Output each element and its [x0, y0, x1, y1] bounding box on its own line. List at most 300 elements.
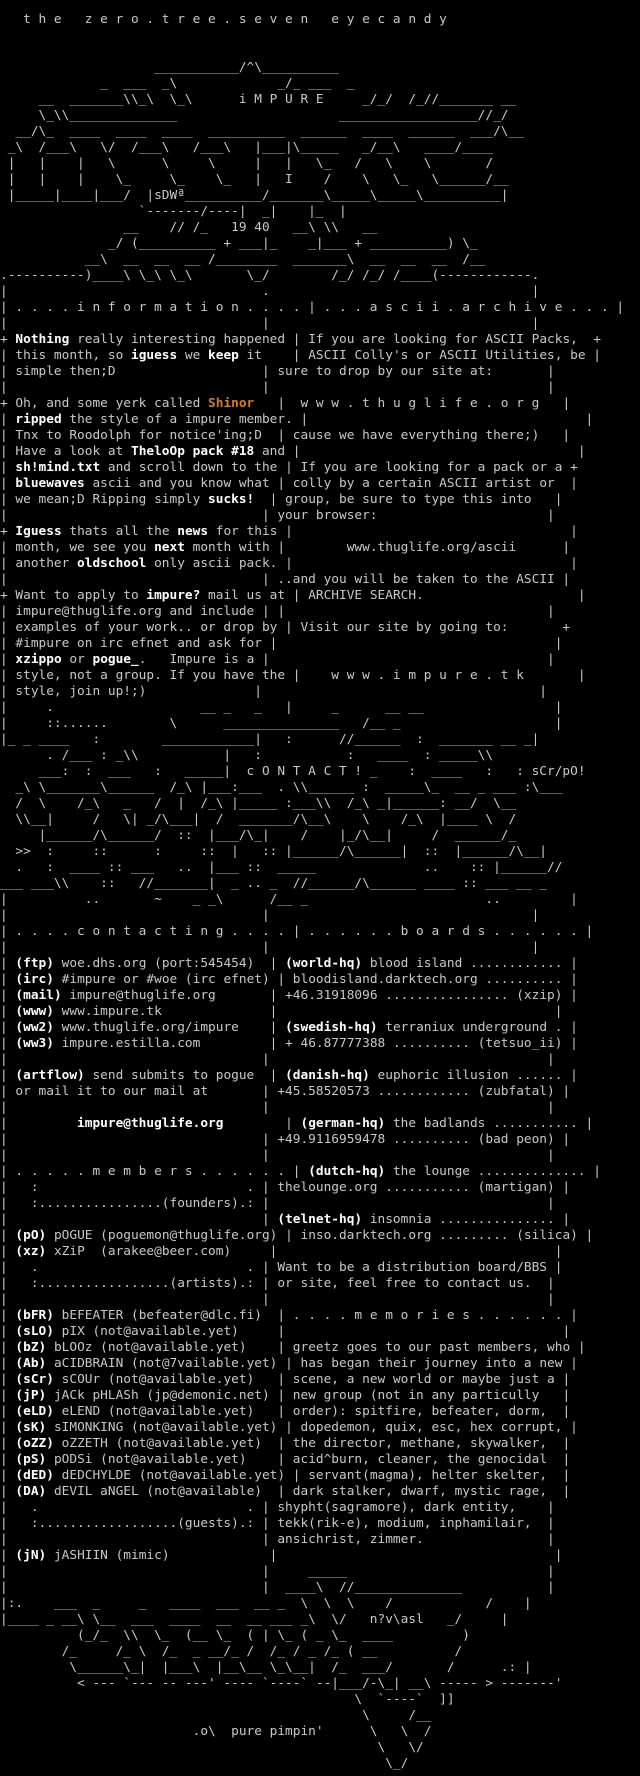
text-segment: | |	[0, 1212, 278, 1227]
text-segment: | | +49.9116959478 .......... (bad peon) |	[0, 1132, 571, 1147]
bold-text: (Ab)	[15, 1356, 47, 1371]
bold-text: (ftp)	[15, 956, 54, 971]
art-line	[0, 572, 640, 588]
art-line	[0, 156, 640, 172]
text-segment: | . . . . . m e m b e r s . . . . . . |	[0, 1164, 309, 1179]
text-segment: the lounge .............. |	[385, 1164, 601, 1179]
text-segment: |	[223, 1116, 301, 1131]
text-segment: or	[61, 652, 93, 667]
text-segment: \______\_| |___\ |__\__ \_\__| /_ ___/ / .: |	[0, 1660, 532, 1675]
text-segment: only ascii pack. | |	[146, 556, 578, 571]
text-segment: send submits to pogue |	[84, 1068, 286, 1083]
text-segment: sIMONKING (not@available.yet) | dopedemon, quix, esc, hex corrupt, |	[46, 1420, 578, 1435]
text-segment: terraniux underground . |	[377, 1020, 578, 1035]
text-segment: | | ..and you will be taken to the ASCII |	[0, 572, 571, 587]
art-line	[0, 1052, 640, 1068]
text-segment: |	[0, 1340, 16, 1355]
text-segment: |____ _ __\ \__ ___ ____ __ __ ___ _\ \/ n?v\asl _/ |	[0, 1612, 509, 1627]
text-segment: oZZETH (not@available.yet) | the director, methane, skywalker, |	[53, 1436, 571, 1451]
text-segment: pODSi (not@available.yet) | acid^burn, cleaner, the genocidal |	[46, 1452, 571, 1467]
art-line	[0, 1660, 640, 1676]
bold-text: (irc)	[15, 972, 54, 987]
art-line	[0, 220, 640, 236]
text-segment: | | |	[0, 1052, 555, 1067]
art-line	[0, 1004, 640, 1020]
text-segment: pIX (not@available.yet) | |	[53, 1324, 571, 1339]
art-line	[0, 972, 640, 988]
bold-text: xzippo	[15, 652, 62, 667]
text-segment: . /___ : _\\ | : : ____ : _____\\	[0, 748, 494, 763]
text-segment: \ `----` ]]	[0, 1692, 455, 1707]
bold-text: (DA)	[15, 1484, 47, 1499]
text-segment: | | |	[0, 940, 540, 955]
art-line	[0, 12, 640, 28]
art-line	[0, 1388, 640, 1404]
art-line	[0, 556, 640, 572]
text-segment: t h e z e r o . t r e e . s e v e n e y e c a n d y	[0, 12, 447, 27]
art-line	[0, 1644, 640, 1660]
art-line	[0, 1532, 640, 1548]
art-line	[0, 1212, 640, 1228]
text-segment: sCOUr (not@available.yet) | scene, a new world or maybe just a |	[53, 1372, 571, 1387]
text-segment: #impure or #woe (irc efnet) | bloodisland.darktech.org .......... |	[53, 972, 578, 987]
art-line	[0, 460, 640, 476]
bold-text: (artflow)	[15, 1068, 85, 1083]
art-line	[0, 812, 640, 828]
bold-text: impure?	[146, 588, 201, 603]
text-segment: |	[0, 1404, 16, 1419]
art-line	[0, 204, 640, 220]
text-segment: | | your browser: |	[0, 508, 555, 523]
text-segment: +	[0, 332, 16, 347]
text-segment: | w w w . t h u g l i f e . o r g |	[254, 396, 571, 411]
text-segment: eLEND (not@available.yet) | order): spitfire, befeater, dorm, |	[53, 1404, 571, 1419]
text-segment: | ::...... \ _______________ /__ _ |	[0, 716, 563, 731]
text-segment: | or mail it to our mail at | +45.58520573 ............ (zubfatal) |	[0, 1084, 571, 1099]
bold-text: sh!mind.txt	[15, 460, 101, 475]
text-segment: __ _______\\_\ \_\ i M P U R E _/_/ /_//_______ __	[0, 92, 517, 107]
art-line	[0, 620, 640, 636]
bold-text: next	[154, 540, 185, 555]
text-segment: |	[0, 1548, 16, 1563]
text-segment: and scroll down to the | If you are looking for a pack or a +	[100, 460, 578, 475]
bold-text: (mail)	[15, 988, 62, 1003]
bold-text: (telnet-hq)	[277, 1212, 363, 1227]
art-line	[0, 108, 640, 124]
text-segment: + Want to apply to	[0, 588, 147, 603]
text-segment: we	[177, 348, 209, 363]
text-segment: | | |	[0, 1100, 555, 1115]
text-segment: | . . | Want to be a distribution board/BBS |	[0, 1260, 563, 1275]
art-line	[0, 1580, 640, 1596]
art-line	[0, 1308, 640, 1324]
art-line	[0, 28, 640, 44]
text-segment: | .. ~ _ _\ /__ _ .. |	[0, 892, 578, 907]
text-segment: | | ansichrist, zimmer. |	[0, 1532, 555, 1547]
text-segment: |	[0, 652, 16, 667]
art-line	[0, 1036, 640, 1052]
bold-text: (world-hq)	[285, 956, 363, 971]
art-line	[0, 1116, 640, 1132]
text-segment: |	[0, 1356, 16, 1371]
text-segment: _\ \_______\______ /_\ |___:___ . \\______ : _____\_ __ _ ___ :\___	[0, 780, 563, 795]
text-segment: |	[0, 1036, 16, 1051]
text-segment: |	[0, 1452, 16, 1467]
text-segment: __\ __ __ __ /________ _______\ __ __ __ /__	[0, 252, 486, 267]
text-segment: _\ /___\ \/ /___\ /___\ |___|\_____ _/__\ ____/____	[0, 140, 494, 155]
art-line	[0, 1628, 640, 1644]
art-line	[0, 476, 640, 492]
bold-text: (dED)	[15, 1468, 54, 1483]
text-segment: | . . . . c o n t a c t i n g . . . . | . . . . . . b o a r d s . . . . . . |	[0, 924, 594, 939]
bold-text: pogue_	[92, 652, 139, 667]
text-segment: | Have a look at	[0, 444, 131, 459]
text-segment: . : ____ :: ___ .. |___ :: _____ .. :: |______//	[0, 860, 563, 875]
art-line	[0, 780, 640, 796]
art-line	[0, 1084, 640, 1100]
text-segment: the style of a impure member. | |	[61, 412, 594, 427]
bold-text: TheloOp pack #18	[130, 444, 255, 459]
art-line	[0, 1452, 640, 1468]
text-segment: mail us at | ARCHIVE SEARCH. |	[200, 588, 586, 603]
text-segment: | :.................(artists).: | or site, feel free to contact us. |	[0, 1276, 555, 1291]
bold-text: sucks!	[208, 492, 255, 507]
text-segment: |	[0, 1228, 16, 1243]
text-segment: | | | \ \ \ | | \_ / \ \ /	[0, 156, 494, 171]
art-line	[0, 908, 640, 924]
art-line	[0, 236, 640, 252]
bold-text: (bZ)	[15, 1340, 47, 1355]
text-segment: |	[0, 1308, 16, 1323]
text-segment: thats all the	[61, 524, 178, 539]
text-segment: |	[0, 1420, 16, 1435]
text-segment: | :..................(guests).: | tekk(rik-e), modium, inphamilair, |	[0, 1516, 555, 1531]
art-line	[0, 1228, 640, 1244]
art-line	[0, 172, 640, 188]
text-segment: +	[0, 524, 16, 539]
bold-text: oldschool	[77, 556, 147, 571]
text-segment: | impure@thuglife.org and include | | |	[0, 604, 555, 619]
text-segment: `-------/----| _| |_ |	[0, 204, 347, 219]
text-segment: \ /__	[0, 1708, 432, 1723]
text-segment: ___________/^\__________	[0, 60, 339, 75]
text-segment: | | |	[0, 380, 555, 395]
art-line	[0, 668, 640, 684]
art-line	[0, 604, 640, 620]
text-segment: | | |	[0, 1148, 555, 1163]
text-segment: |______/\______/ :: |___/\_| / |_/\__| / ______/_	[0, 828, 517, 843]
bold-text: (sCr)	[15, 1372, 54, 1387]
text-segment: the badlands ........... |	[385, 1116, 594, 1131]
art-line	[0, 1564, 640, 1580]
art-line	[0, 1420, 640, 1436]
art-line	[0, 1100, 640, 1116]
bold-text: iguess	[130, 348, 178, 363]
art-line	[0, 140, 640, 156]
art-line	[0, 1740, 640, 1756]
art-line	[0, 940, 640, 956]
text-segment: __/\_ ____ ____ ____ __________ ______ ____ ______ ___/\__	[0, 124, 524, 139]
bold-text: (eLD)	[15, 1404, 54, 1419]
art-line	[0, 1676, 640, 1692]
text-segment: \\__| / \| _/\___| / _______/\__\ \ /_\ |____ \ /	[0, 812, 517, 827]
text-segment: month with | www.thuglife.org/ascii |	[184, 540, 571, 555]
text-segment: ascii and you know what | colly by a certain ASCII artist or |	[84, 476, 578, 491]
bold-text: (danish-hq)	[285, 1068, 370, 1083]
text-segment: |	[0, 1436, 16, 1451]
art-line	[0, 892, 640, 908]
art-line	[0, 876, 640, 892]
text-segment: pOGUE (poguemon@thuglife.org) | inso.darktech.org ......... (silica) |	[46, 1228, 594, 1243]
art-line	[0, 844, 640, 860]
bold-text: (sLO)	[15, 1324, 54, 1339]
art-line	[0, 300, 640, 316]
text-segment: >> : :: : :: | :: |______/\______| :: |______/\__|	[0, 844, 548, 859]
text-segment: | style, join up!;) | |	[0, 684, 548, 699]
art-line	[0, 1372, 640, 1388]
art-line	[0, 444, 640, 460]
text-segment: |_ _ ____ : ____________| : //______ : _______ __ _|	[0, 732, 540, 747]
text-segment: | . . | shypht(sagramore), dark entity, |	[0, 1500, 555, 1515]
text-segment: jACk pHLASh (jp@demonic.net) | new group (not in any particully |	[46, 1388, 571, 1403]
art-line	[0, 1340, 640, 1356]
art-line	[0, 380, 640, 396]
text-segment: euphoric illusion ...... |	[369, 1068, 578, 1083]
art-line	[0, 396, 640, 412]
bold-text: (www)	[15, 1004, 54, 1019]
text-segment: __ // /_ 19 40 __\ \\ __	[0, 220, 378, 235]
text-segment: aCIDBRAIN (not@7vailable.yet) | has began their journey into a new |	[46, 1356, 578, 1371]
art-line	[0, 1404, 640, 1420]
art-line	[0, 716, 640, 732]
art-line	[0, 988, 640, 1004]
text-segment: / \ /_\ _ / | /_\ |_____ :___\\ /_\ _|______: __/ \__	[0, 796, 517, 811]
highlight-text: Shinor	[208, 396, 255, 411]
text-segment: + Oh, and some yerk called	[0, 396, 209, 411]
bold-text: (ww2)	[15, 1020, 54, 1035]
art-line	[0, 1724, 640, 1740]
text-segment: bEFEATER (befeater@dlc.fi) | . . . . m e m o r i e s . . . . . . |	[53, 1308, 578, 1323]
text-segment: | Tnx to Roodolph for notice'ing;D | cause we have everything there;) |	[0, 428, 571, 443]
text-segment: .----------)____\ \_\ \_\ \_/ /_/ /_/ /____(------------.	[0, 268, 540, 283]
text-segment: www.thuglife.org/impure |	[53, 1020, 286, 1035]
text-segment: | | _____ |	[0, 1564, 555, 1579]
art-line	[0, 332, 640, 348]
text-segment: impure@thuglife.org | +46.31918096 ................ (xzip) |	[61, 988, 578, 1003]
art-line	[0, 1324, 640, 1340]
art-line	[0, 1068, 640, 1084]
art-line	[0, 1020, 640, 1036]
bold-text: (pS)	[15, 1452, 47, 1467]
art-line	[0, 1276, 640, 1292]
art-line	[0, 44, 640, 60]
text-segment: jASHIIN (mimic) | |	[46, 1548, 563, 1563]
text-segment: | another	[0, 556, 78, 571]
text-segment: www.impure.tk | |	[53, 1004, 563, 1019]
text-segment: | . __ _ _ | _ __ __ |	[0, 700, 563, 715]
bold-text: (jN)	[15, 1548, 47, 1563]
text-segment: | . |	[0, 284, 540, 299]
art-line	[0, 508, 640, 524]
art-line	[0, 1244, 640, 1260]
bold-text: keep	[208, 348, 239, 363]
art-line	[0, 268, 640, 284]
art-line	[0, 76, 640, 92]
text-segment: |	[0, 1004, 16, 1019]
text-segment: xZiP (arakee@beer.com) | |	[46, 1244, 563, 1259]
text-segment: dEVIL aNGEL (not@available) | dark stalker, dwarf, mystic rage, |	[46, 1484, 571, 1499]
bold-text: (german-hq)	[300, 1116, 386, 1131]
art-line	[0, 540, 640, 556]
text-segment: |	[0, 1324, 16, 1339]
art-line	[0, 1468, 640, 1484]
art-line	[0, 1516, 640, 1532]
art-line	[0, 1612, 640, 1628]
text-segment: (_/_ \\ \_ (__ \_ ( | \_ ( _ \_ ____ )	[0, 1628, 470, 1643]
bold-text: (jP)	[15, 1388, 47, 1403]
text-segment: |	[0, 1468, 16, 1483]
art-line	[0, 860, 640, 876]
art-line	[0, 700, 640, 716]
art-line	[0, 1148, 640, 1164]
art-line	[0, 1180, 640, 1196]
bold-text: (dutch-hq)	[308, 1164, 386, 1179]
text-segment: _/ (__________ + ___|_ _|___ + __________) \_	[0, 236, 478, 251]
text-segment: | :................(founders).: | |	[0, 1196, 555, 1211]
art-line	[0, 364, 640, 380]
text-segment: |	[0, 476, 16, 491]
art-line	[0, 1164, 640, 1180]
bold-text: (bFR)	[15, 1308, 54, 1323]
art-line	[0, 348, 640, 364]
text-segment: |	[0, 988, 16, 1003]
text-segment: |	[0, 412, 16, 427]
bold-text: (pO)	[15, 1228, 47, 1243]
art-line	[0, 588, 640, 604]
text-segment: | examples of your work.. or drop by | Visit our site by going to: +	[0, 620, 571, 635]
text-segment: | group, be sure to type this into |	[254, 492, 563, 507]
text-segment: | . . . . i n f o r m a t i o n . . . . | . . . a s c i i . a r c h i v e . . . |	[0, 300, 625, 315]
art-line	[0, 1692, 640, 1708]
text-segment: bLOOz (not@available.yet) | greetz goes to our past members, who |	[46, 1340, 586, 1355]
text-segment: | | ____\ //______________ |	[0, 1580, 555, 1595]
text-segment: |_____|____|___/ |sDWª__________/_______\_____\_____\__________|	[0, 188, 509, 203]
bold-text: (xz)	[15, 1244, 47, 1259]
art-line	[0, 284, 640, 300]
art-line	[0, 684, 640, 700]
art-line	[0, 1196, 640, 1212]
art-line	[0, 924, 640, 940]
text-segment: insomnia ............... |	[362, 1212, 571, 1227]
text-segment: impure.estilla.com | + 46.87777388 .......... (tetsuo_ii) |	[53, 1036, 578, 1051]
text-segment: blood island ............ |	[362, 956, 578, 971]
art-line	[0, 636, 640, 652]
art-line	[0, 1708, 640, 1724]
text-segment: . Impure is a | |	[138, 652, 555, 667]
text-segment: _ ___ _\ _/_ ___ _	[0, 76, 355, 91]
art-line	[0, 1596, 640, 1612]
text-segment: |	[0, 956, 16, 971]
art-line	[0, 1500, 640, 1516]
art-line	[0, 60, 640, 76]
art-line	[0, 732, 640, 748]
text-segment: | | |	[0, 1292, 555, 1307]
text-segment: woe.dhs.org (port:545454) |	[53, 956, 286, 971]
text-segment: | | |	[0, 908, 540, 923]
text-segment: really interesting happened | If you are looking for ASCII Packs, +	[69, 332, 601, 347]
text-segment: ___ ___\\ :: //_______| _ .. _ //______/\______ ____ :: ___ __ _	[0, 876, 548, 891]
art-line	[0, 1292, 640, 1308]
text-segment: \ \/	[0, 1740, 424, 1755]
bold-text: Nothing	[15, 332, 70, 347]
art-line	[0, 92, 640, 108]
text-segment: and | |	[254, 444, 586, 459]
text-segment: |	[0, 1484, 16, 1499]
text-segment: |	[0, 460, 16, 475]
art-line	[0, 524, 640, 540]
text-segment: |:. ___ _ _ ____ ___ __ _ \ \ \ / / |	[0, 1596, 532, 1611]
art-line	[0, 1548, 640, 1564]
text-segment: |	[0, 1116, 78, 1131]
art-line	[0, 412, 640, 428]
bold-text: (sK)	[15, 1420, 47, 1435]
text-segment: | month, we see you	[0, 540, 155, 555]
text-segment: | style, not a group. If you have the | w w w . i m p u r e . t k |	[0, 668, 586, 683]
text-segment: | | |	[0, 316, 540, 331]
text-segment: | #impure on irc efnet and ask for | |	[0, 636, 563, 651]
text-segment: \_/	[0, 1756, 409, 1771]
text-segment: ___: : ___ : _____| c O N T A C T ! _ : ____ : : sCr/pO!	[0, 764, 586, 779]
text-segment: < --- `--- -- ---' ---- `----` --|___/-\_| __\ ----- > -------'	[0, 1676, 563, 1691]
text-segment: it | ASCII Colly's or ASCII Utilities, be |	[238, 348, 601, 363]
art-line	[0, 1356, 640, 1372]
bold-text: news	[177, 524, 209, 539]
text-segment: |	[0, 1244, 16, 1259]
art-line	[0, 1436, 640, 1452]
bold-text: (ww3)	[15, 1036, 54, 1051]
text-segment: |	[0, 1020, 16, 1035]
text-segment: .o\ pure pimpin' \ \ /	[0, 1724, 432, 1739]
text-segment: dEDCHYLDE (not@available.yet) | servant(magma), helter skelter, |	[53, 1468, 571, 1483]
art-line	[0, 492, 640, 508]
text-segment: | this month, so	[0, 348, 131, 363]
text-segment: | we mean;D Ripping simply	[0, 492, 209, 507]
bold-text: (swedish-hq)	[285, 1020, 378, 1035]
art-line	[0, 1756, 640, 1772]
text-segment: | | | \_ \_ \_ | I / \ \_ \______/__	[0, 172, 509, 187]
text-segment: |	[0, 1068, 16, 1083]
art-line	[0, 252, 640, 268]
bold-text: impure@thuglife.org	[77, 1116, 224, 1131]
art-line	[0, 796, 640, 812]
art-line	[0, 124, 640, 140]
bold-text: Iguess	[15, 524, 62, 539]
art-line	[0, 764, 640, 780]
text-segment: /_ /_ \ /_ _ __/_ / /_ / _ /_ ( __ /	[0, 1644, 463, 1659]
art-line	[0, 748, 640, 764]
bold-text: ripped	[15, 412, 62, 427]
art-line	[0, 1260, 640, 1276]
art-line	[0, 316, 640, 332]
text-segment: | simple then;D | sure to drop by our site at: |	[0, 364, 555, 379]
art-line	[0, 652, 640, 668]
art-line	[0, 1132, 640, 1148]
art-line	[0, 428, 640, 444]
text-segment: | : . | thelounge.org ........... (martigan) |	[0, 1180, 571, 1195]
art-line	[0, 188, 640, 204]
bold-text: bluewaves	[15, 476, 85, 491]
art-line	[0, 1484, 640, 1500]
